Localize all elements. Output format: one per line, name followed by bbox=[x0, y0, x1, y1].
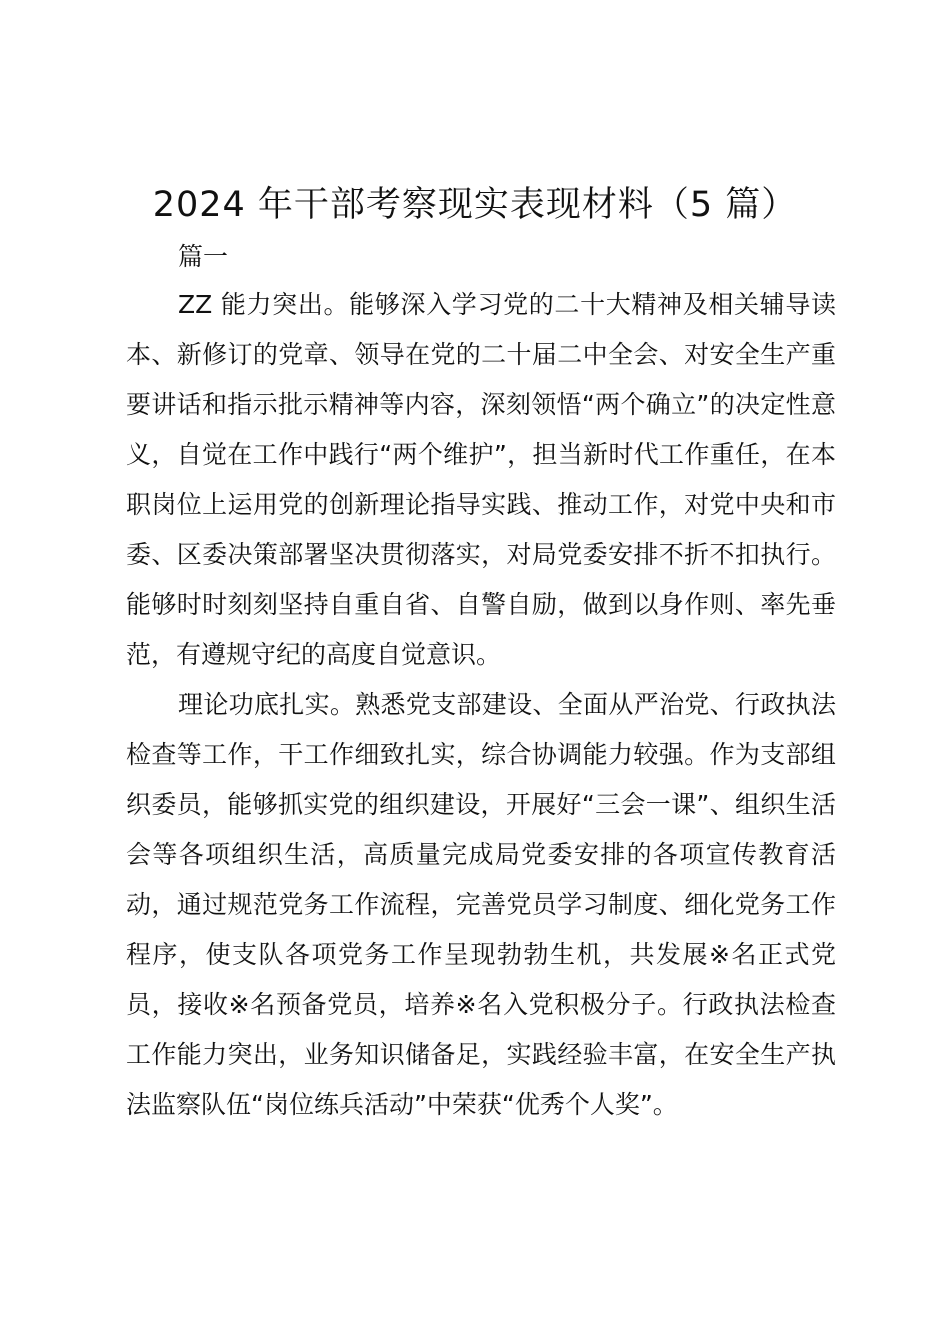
document-title: 2024 年干部考察现实表现材料（5 篇） bbox=[152, 185, 798, 225]
section-heading: 篇一 bbox=[178, 242, 229, 271]
paragraph-2: 理论功底扎实。熟悉党支部建设、全面从严治党、行政执法检查等工作，干工作细致扎实，综合协调能力较强。作为支部组织委员，能够抓实党的组织建设，开展好“三会一课”、组织生活会等各项组织生活，高质量完成局党委安排的各项宣传教育活动，通过规范党务工作流程，完善党员学习制度、细化党务工作程序，使支队各项党务工作呈现勃勃生机，共发展※名正式党员，接收※名预备党员，培养※名入党积极分子。行政执法检查工作能力突出，业务知识储备足，实践经验丰富，在安全生产执法监察队伍“岗位练兵活动”中荣获“优秀个人奖”。 bbox=[126, 690, 836, 1119]
document-body bbox=[126, 280, 836, 1130]
paragraph-1: ZZ 能力突出。能够深入学习党的二十大精神及相关辅导读本、新修订的党章、领导在党的二十届二中全会、对安全生产重要讲话和指示批示精神等内容，深刻领悟“两个确立”的决定性意义，自觉在工作中践行“两个维护”，担当新时代工作重任，在本职岗位上运用党的创新理论指导实践、推动工作，对党中央和市委、区委决策部署坚决贯彻落实，对局党委安排不折不扣执行。能够时时刻刻坚持自重自省、自警自励，做到以身作则、率先垂范，有遵规守纪的高度自觉意识。 bbox=[126, 290, 836, 669]
